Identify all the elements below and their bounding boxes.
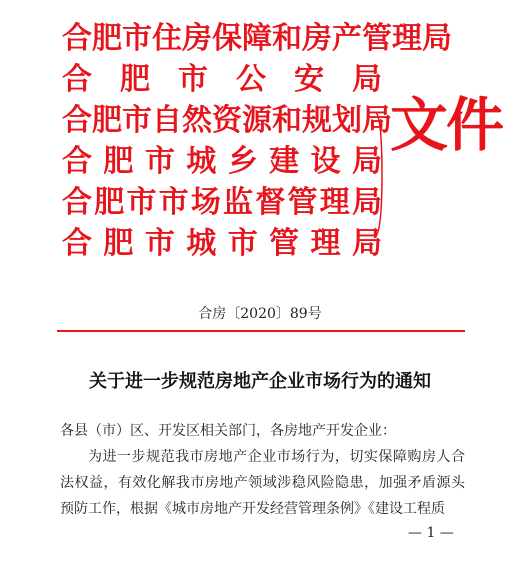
red-divider <box>57 330 465 332</box>
agency-char: 局 <box>352 62 382 97</box>
agency-char: 合 <box>62 103 92 138</box>
agency-char: 和 <box>272 21 302 56</box>
agency-char: 市 <box>144 144 175 179</box>
agency-char: 资 <box>212 103 242 138</box>
agency-char: 规 <box>302 103 332 138</box>
agency-name-line <box>62 223 382 264</box>
agency-char: 房 <box>182 21 212 56</box>
agency-char: 肥 <box>92 21 122 56</box>
agency-char: 肥 <box>103 144 134 179</box>
agency-char: 市 <box>144 226 175 261</box>
page-number: — 1 — <box>408 525 454 541</box>
document-body <box>60 418 465 522</box>
agency-char: 管 <box>269 226 300 261</box>
agency-char: 自 <box>152 103 182 138</box>
agency-char: 市 <box>178 62 208 97</box>
agency-char: 肥 <box>120 62 150 97</box>
agency-char: 城 <box>186 226 217 261</box>
agency-char: 和 <box>272 103 302 138</box>
agency-char: 产 <box>332 21 362 56</box>
agency-char: 障 <box>242 21 272 56</box>
agency-char: 源 <box>242 103 272 138</box>
agency-char: 局 <box>362 103 392 138</box>
agency-char: 管 <box>362 21 392 56</box>
agency-char: 肥 <box>92 103 122 138</box>
agency-char: 城 <box>186 144 217 179</box>
agency-char: 市 <box>227 226 258 261</box>
agency-char: 市 <box>126 185 157 220</box>
agency-char: 保 <box>212 21 242 56</box>
agency-char: 乡 <box>227 144 258 179</box>
agency-char: 合 <box>62 144 92 179</box>
agency-char: 市 <box>122 21 152 56</box>
agency-char: 场 <box>190 185 221 220</box>
agency-char: 安 <box>294 62 324 97</box>
agency-char: 理 <box>319 185 350 220</box>
agency-name-line <box>62 100 392 141</box>
agency-char: 管 <box>287 185 318 220</box>
agency-char: 设 <box>310 144 341 179</box>
agency-char: 然 <box>182 103 212 138</box>
agency-name-line <box>62 182 382 223</box>
agency-char: 房 <box>302 21 332 56</box>
agency-char: 建 <box>269 144 300 179</box>
agency-char: 公 <box>236 62 266 97</box>
agency-char: 肥 <box>103 226 134 261</box>
agency-name-line <box>62 59 382 100</box>
agency-char: 合 <box>62 185 92 220</box>
agency-name-line <box>62 141 382 182</box>
agency-char: 住 <box>152 21 182 56</box>
agency-char: 局 <box>351 226 382 261</box>
document-title: 关于进一步规范房地产企业市场行为的通知 <box>89 371 431 392</box>
agency-char: 合 <box>62 226 92 261</box>
agency-char: 局 <box>422 21 452 56</box>
agency-char: 合 <box>62 62 92 97</box>
agency-char: 肥 <box>94 185 125 220</box>
agency-char: 局 <box>351 185 382 220</box>
agency-char: 局 <box>351 144 382 179</box>
agency-char: 监 <box>223 185 254 220</box>
body-paragraph: 为进一步规范我市房地产企业市场行为，切实保障购房人合法权益，有效化解我市房地产领域涉稳风险隐患，加强矛盾源头预防工作，根据《城市房地产开发经营管理条例》《建设工程质 <box>60 449 465 517</box>
letterhead-doc-word: 文件 <box>390 91 503 159</box>
agency-char: 市 <box>122 103 152 138</box>
agency-char: 合 <box>62 21 92 56</box>
agency-char: 理 <box>310 226 341 261</box>
agency-name-line <box>62 18 452 59</box>
document-number: 合房〔2020〕89号 <box>198 306 322 322</box>
agency-char: 理 <box>392 21 422 56</box>
letterhead-bracket <box>375 110 383 238</box>
agency-char: 督 <box>255 185 286 220</box>
agency-char: 市 <box>158 185 189 220</box>
agency-char: 划 <box>332 103 362 138</box>
addressee: 各县（市）区、开发区相关部门，各房地产开发企业： <box>60 423 396 439</box>
